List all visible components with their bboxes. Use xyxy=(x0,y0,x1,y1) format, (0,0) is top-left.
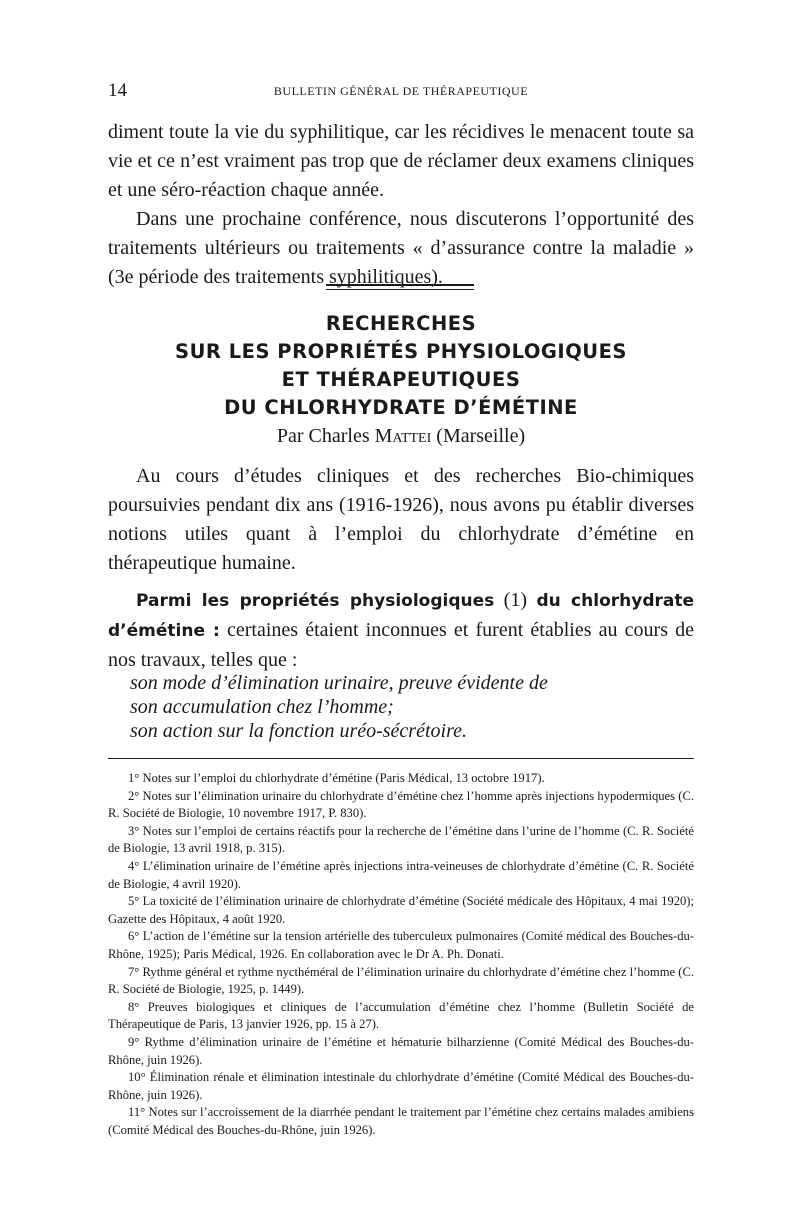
footnotes xyxy=(108,770,694,1139)
list-item: son action sur la fonction uréo-sécrétoire. xyxy=(130,720,467,742)
footnote-5: 5° La toxicité de l’élimination urinaire de chlorhydrate d’émétine (Société médicale des Hôpitaux, 4 mai 1920); Gazette des Hôpitaux, 4 août 1920. xyxy=(108,894,694,926)
author-name: Mattei xyxy=(374,425,432,447)
paragraph-2-rest: certaines étaient inconnues et furent établies au cours de nos travaux, telles que : xyxy=(108,619,694,671)
footnote-rule xyxy=(108,758,694,759)
paragraph-2-lead: Parmi les propriétés physiologiques xyxy=(136,591,495,611)
article-byline xyxy=(108,425,694,448)
footnote-6: 6° L’action de l’émétine sur la tension artérielle des tuberculeux pulmonaires (Comité médical des Bouches-du-Rhône, 1925); Paris Médical, 1926. En collaboration avec le Dr A. Ph. Donati. xyxy=(108,929,694,961)
list-item: son mode d’élimination urinaire, preuve évidente de xyxy=(130,672,548,694)
list-item: son accumulation chez l’homme; xyxy=(130,696,394,718)
footnote-1: 1° Notes sur l’emploi du chlorhydrate d’émétine (Paris Médical, 13 octobre 1917). xyxy=(128,771,545,785)
footnote-11: 11° Notes sur l’accroissement de la diarrhée pendant le traitement par l’émétine chez certains malades amibiens (Comité Médical des Bouches-du-Rhône, juin 1926). xyxy=(108,1105,694,1137)
article-paragraph-1 xyxy=(108,462,694,578)
footnote-9: 9° Rythme d’élimination urinaire de l’émétine et hématurie bilharzienne (Comité Médical des Bouches-du-Rhône, juin 1926). xyxy=(108,1034,694,1067)
page-header xyxy=(108,80,694,102)
intro-paragraph-1: diment toute la vie du syphilitique, car les récidives le menacent toute sa vie et ce n’est vraiment pas trop que de réclamer deux examens cliniques et une séro-réaction chaque année. xyxy=(108,121,694,201)
title-line-2: SUR LES PROPRIÉTÉS PHYSIOLOGIQUES xyxy=(175,340,627,363)
section-rule-top xyxy=(326,284,474,286)
title-line-4: DU CHLORHYDRATE D’ÉMÉTINE xyxy=(224,396,578,419)
paragraph-2-lead-2: du chlorhydrate d’émétine : xyxy=(108,591,694,641)
property-list xyxy=(130,671,690,743)
title-line-3: ET THÉRAPEUTIQUES xyxy=(281,368,521,391)
article-title xyxy=(108,310,694,422)
paragraph-1-text: Au cours d’études cliniques et des recherches Bio-chimiques poursuivies pendant dix ans (1916-1926), nous avons pu établir diverses notions utiles quant à l’emploi du chlorhydrate d’émétine en thérapeutique humaine. xyxy=(108,465,694,574)
intro-paragraph-2: Dans une prochaine conférence, nous discuterons l’opportunité des traitements ultérieurs ou traitements « d’assurance contre la maladie » (3e période des traitements syphilitiques). xyxy=(108,208,694,288)
footnote-2: 2° Notes sur l’élimination urinaire du chlorhydrate d’émétine chez l’homme après injections hypodermiques (C. R. Société de Biologie, 10 novembre 1917, P. 830). xyxy=(108,788,694,821)
paragraph-2-text xyxy=(108,586,694,675)
footnote-8: 8° Preuves biologiques et cliniques de l’accumulation d’émétine chez l’homme (Bulletin Société de Thérapeutique de Paris, 13 janvier 1926, pp. 15 à 27). xyxy=(108,999,694,1032)
footnote-3: 3° Notes sur l’emploi de certains réactifs pour la recherche de l’émétine dans l’urine de l’homme (C. R. Société de Biologie, 13 avril 1918, p. 315). xyxy=(108,823,694,856)
paragraph-2-note-ref: (1) xyxy=(494,589,537,611)
section-rule-bottom xyxy=(326,289,474,290)
byline-suffix: (Marseille) xyxy=(436,425,526,447)
footnote-7: 7° Rythme général et rythme nycthéméral de l’élimination urinaire du chlorhydrate d’émétine chez l’homme (C. R. Société de Biologie, 1925, p. 1449). xyxy=(108,964,694,997)
intro-text xyxy=(108,118,694,292)
footnote-10: 10° Élimination rénale et élimination intestinale du chlorhydrate d’émétine (Comité Médical des Bouches-du-Rhône, juin 1926). xyxy=(108,1070,694,1102)
footnote-4: 4° L’élimination urinaire de l’émétine après injections intra-veineuses de chlorhydrate d’émétine (C. R. Société de Biologie, 4 avril 1920). xyxy=(108,858,694,891)
title-line-1: RECHERCHES xyxy=(325,312,477,335)
page-number: 14 xyxy=(108,80,127,101)
byline-prefix: Par Charles xyxy=(276,425,370,447)
running-title: BULLETIN GÉNÉRAL DE THÉRAPEUTIQUE xyxy=(273,84,529,98)
article-paragraph-2 xyxy=(108,586,694,675)
